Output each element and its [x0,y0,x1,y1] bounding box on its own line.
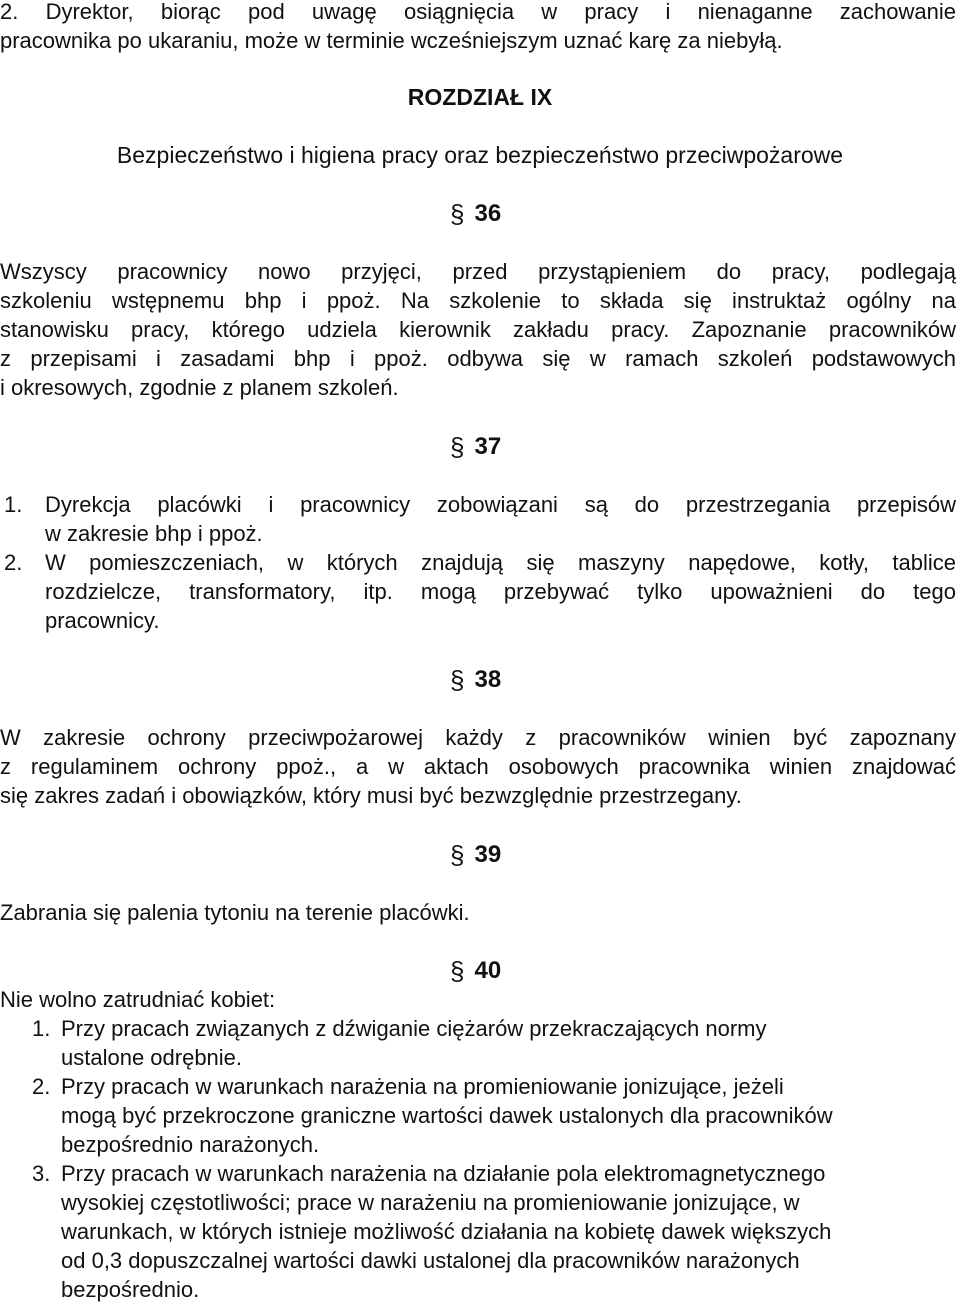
section-number: 38 [474,666,502,693]
section-40-item-2-line-1: Przy pracach w warunkach narażenia na promieniowanie jonizujące, jeżeli [61,1074,784,1099]
section-37-item-1-line-1: Dyrekcja placówki i pracownicy zobowiązani są do przestrzegania przepisów [45,492,956,517]
section-36-line-5: i okresowych, zgodnie z planem szkoleń. [0,375,399,400]
section-symbol: § [450,432,465,462]
section-symbol: § [450,956,465,986]
section-40-item-3-line-5: bezpośrednio. [61,1277,200,1302]
section-40-item-3-line-2: wysokiej częstotliwości; prace w narażeniu na promieniowanie jonizujące, w [61,1190,800,1215]
section-40-item-3-line-1: Przy pracach w warunkach narażenia na działanie pola elektromagnetycznego [61,1161,826,1186]
section-number: 37 [474,433,502,460]
section-37-item-2-line-3: pracownicy. [45,608,160,633]
section-40-item-3-line-4: od 0,3 dopuszczalnej wartości dawki ustalonej dla pracowników narażonych [61,1248,800,1273]
section-38-line-3: się zakres zadań i obowiązków, który musi być bezwzględnie przestrzegany. [0,783,742,808]
section-37-heading [450,432,501,462]
section-36-line-4: z przepisami i zasadami bhp i ppoż. odbywa się w ramach szkoleń podstawowych [0,346,956,371]
section-37-item-1-line-2: w zakresie bhp i ppoż. [45,521,263,546]
section-40-item-2-line-2: mogą być przekroczone graniczne wartości dawek ustalonych dla pracowników [61,1103,833,1128]
section-37-item-2-line-2: rozdzielcze, transformatory, itp. mogą przebywać tylko upoważnieni do tego [45,579,956,604]
section-number: 36 [474,200,502,227]
section-36-line-3: stanowisku pracy, którego udziela kierownik zakładu pracy. Zapoznanie pracowników [0,317,956,342]
section-40-item-1-number: 1. [32,1016,51,1041]
section-38-line-2: z regulaminem ochrony ppoż., a w aktach osobowych pracownika winien znajdować [0,754,956,779]
intro-line-2: pracownika po ukaraniu, może w terminie wcześniejszym uznać karę za niebyłą. [0,28,783,53]
section-37-item-2-line-1: W pomieszczeniach, w których znajdują się maszyny napędowe, kotły, tablice [45,550,956,575]
section-40-item-2-line-3: bezpośrednio narażonych. [61,1132,320,1157]
section-39-heading [450,840,501,870]
section-38-heading [450,665,501,695]
section-39-line-1: Zabrania się palenia tytoniu na terenie placówki. [0,900,470,925]
section-symbol: § [450,840,465,870]
section-36-line-2: szkoleniu wstępnemu bhp i ppoż. Na szkolenie to składa się instruktaż ogólny na [0,288,956,313]
section-40-item-2-number: 2. [32,1074,51,1099]
section-symbol: § [450,665,465,695]
intro-line-1: 2. Dyrektor, biorąc pod uwagę osiągnięcia w pracy i nienaganne zachowanie [0,0,956,24]
section-symbol: § [450,199,465,229]
section-40-item-1-line-1: Przy pracach związanych z dźwiganie ciężarów przekraczających normy [61,1016,767,1041]
section-40-heading [450,956,501,986]
section-38-line-1: W zakresie ochrony przeciwpożarowej każdy z pracowników winien być zapoznany [0,725,956,750]
section-40-lead: Nie wolno zatrudniać kobiet: [0,987,276,1012]
chapter-subtitle: Bezpieczeństwo i higiena pracy oraz bezpieczeństwo przeciwpożarowe [116,142,844,168]
section-number: 39 [474,841,502,868]
section-40-item-3-number: 3. [32,1161,51,1186]
section-36-line-1: Wszyscy pracownicy nowo przyjęci, przed przystąpieniem do pracy, podlegają [0,259,956,284]
section-number: 40 [474,957,502,984]
section-37-item-2-number: 2. [4,550,23,575]
chapter-title: ROZDZIAŁ IX [407,84,553,110]
section-37-item-1-number: 1. [4,492,23,517]
section-40-item-3-line-3: warunkach, w których istnieje możliwość działania na kobietę dawek większych [61,1219,832,1244]
section-40-item-1-line-2: ustalone odrębnie. [61,1045,243,1070]
section-36-heading [450,199,501,229]
